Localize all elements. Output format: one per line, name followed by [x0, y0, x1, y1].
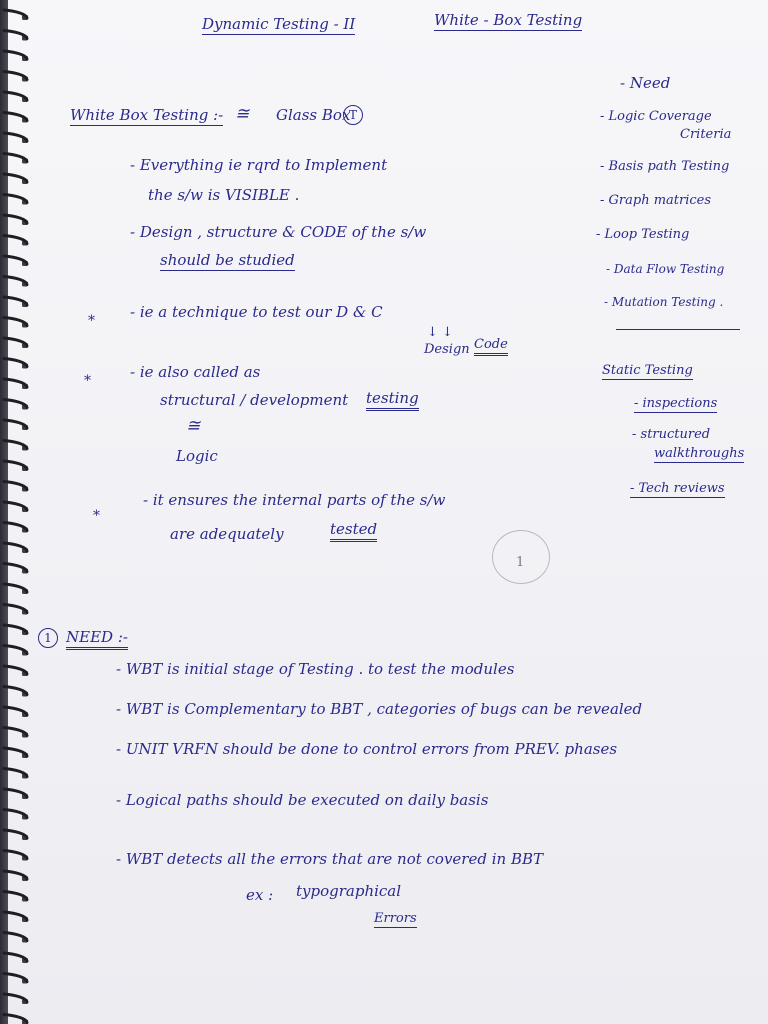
need-line-4: - Logical paths should be executed on daily basis — [116, 791, 489, 809]
point5-tested-text: tested — [330, 520, 377, 542]
outline-item-graph-matrices: - Graph matrices — [600, 193, 712, 208]
point4-line1: - ie also called as — [130, 363, 261, 381]
static-item-walkthroughs-text: walkthroughs — [654, 446, 745, 461]
point4-approx: ≅ — [186, 416, 201, 436]
topic-text: White - Box Testing — [434, 11, 583, 29]
star-marker — [88, 313, 95, 328]
approx-sign: ≅ — [235, 104, 250, 124]
outline-item-mutation: - Mutation Testing . — [604, 295, 724, 309]
outline-item-need: - Need — [620, 74, 671, 92]
point5-line2a: are adequately — [170, 525, 284, 543]
page-title — [202, 17, 355, 32]
need-example-prefix: ex : — [246, 886, 274, 904]
need-example-errors — [374, 912, 417, 925]
outline-item-loop-testing: - Loop Testing — [596, 227, 690, 242]
point2-line2 — [160, 253, 295, 268]
point4-line2b — [366, 391, 419, 406]
need-example-errors-text: Errors — [374, 911, 417, 926]
title-text: Dynamic Testing - II — [202, 15, 356, 33]
need-heading — [66, 630, 128, 645]
spiral-binding — [0, 0, 40, 1024]
need-line-3: - UNIT VRFN should be done to control errors from PREV. phases — [116, 740, 618, 758]
star-2: * — [84, 373, 91, 389]
static-testing-heading-text: Static Testing — [602, 363, 693, 378]
alias-mark — [343, 105, 363, 125]
need-line-5: - WBT detects all the errors that are not covered in BBT — [116, 850, 544, 868]
star-1: * — [88, 313, 95, 329]
static-item-inspections-text: - inspections — [634, 396, 718, 411]
static-item-walkthroughs — [654, 447, 744, 460]
point4-line2a: structural / development — [160, 391, 349, 409]
point4-logic: Logic — [176, 447, 218, 465]
point1-line2: the s/w is VISIBLE . — [148, 186, 300, 204]
alias-mark-circle: T — [343, 105, 363, 125]
static-item-tech-reviews-text: - Tech reviews — [630, 481, 725, 496]
static-item-inspections — [634, 397, 717, 410]
star-3: * — [93, 508, 100, 524]
outline-item-basis-path: - Basis path Testing — [600, 159, 730, 174]
point2-line2-text: should be studied — [160, 251, 295, 269]
alias-text: Glass Box — [276, 106, 351, 124]
star-marker — [93, 508, 100, 523]
point5-line1: - it ensures the internal parts of the s/w — [143, 491, 446, 509]
page-topic — [434, 13, 582, 28]
point3-design: Design — [424, 342, 470, 357]
point3-code — [474, 338, 508, 351]
static-item-structured: - structured — [632, 427, 711, 442]
need-example-text: typographical — [296, 882, 402, 900]
point1-line1: - Everything ie rqrd to Implement — [130, 156, 388, 174]
outline-item-criteria: Criteria — [680, 127, 732, 142]
outline-divider — [616, 329, 740, 330]
point5-line2b — [330, 522, 377, 537]
static-item-tech-reviews — [630, 482, 725, 495]
page-marker-number: 1 — [516, 555, 525, 570]
need-line-2: - WBT is Complementary to BBT , categories of bugs can be revealed — [116, 700, 643, 718]
point3-line1: - ie a technique to test our D & C — [130, 303, 383, 321]
need-number-circle: 1 — [38, 628, 58, 648]
star-marker — [84, 373, 91, 388]
need-heading-text: NEED :- — [66, 628, 128, 650]
static-testing-heading — [602, 364, 693, 377]
point3-arrows: ↓ ↓ — [427, 325, 453, 340]
intro-heading-text: White Box Testing :- — [70, 106, 224, 124]
point4-testing-text: testing — [366, 389, 419, 411]
need-line-1: - WBT is initial stage of Testing . to test the modules — [116, 660, 515, 678]
point3-code-text: Code — [474, 337, 508, 356]
need-number — [38, 628, 58, 648]
intro-heading — [70, 108, 223, 123]
outline-item-logic-coverage: - Logic Coverage — [600, 109, 712, 124]
point2-line1: - Design , structure & CODE of the s/w — [130, 223, 427, 241]
outline-item-data-flow: - Data Flow Testing — [606, 262, 725, 276]
